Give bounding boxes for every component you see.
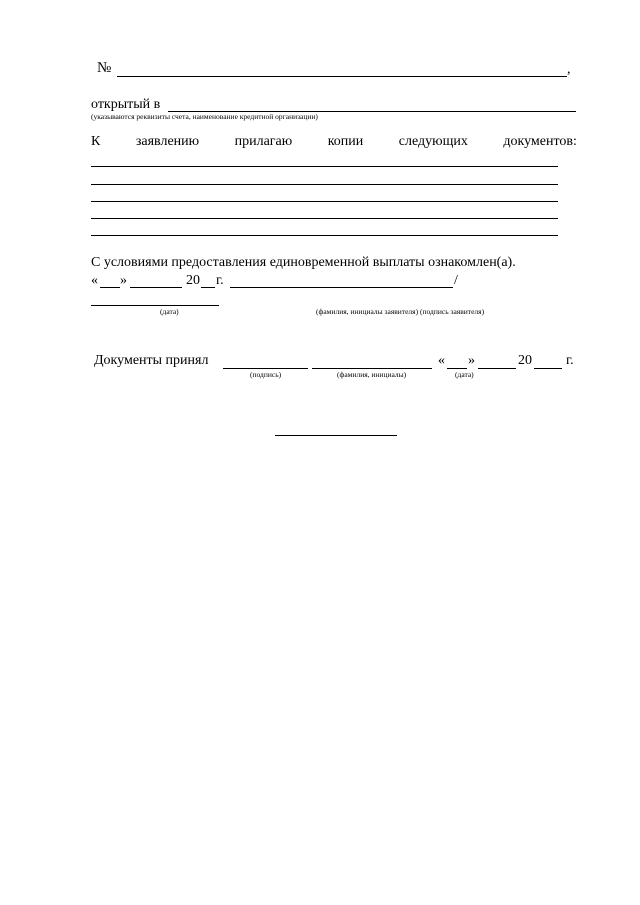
attachment-line-2 — [91, 184, 558, 185]
accepted-signature-caption: (подпись) — [250, 370, 282, 379]
attachments-word: документов: — [503, 134, 577, 149]
ack-date-caption: (дата) — [160, 307, 179, 316]
account-comma: , — [567, 62, 571, 77]
account-number-line — [117, 76, 567, 77]
footer-separator — [275, 435, 397, 436]
ack-year-prefix: 20 — [186, 273, 200, 288]
attachment-line-1 — [91, 166, 558, 167]
attachments-line — [91, 134, 577, 150]
ack-signature-line — [91, 305, 219, 306]
ack-signature-caption: (фамилия, инициалы заявителя) (подпись заявителя) — [316, 307, 485, 316]
ack-month-line — [130, 287, 182, 288]
accepted-year-prefix: 20 — [518, 353, 532, 368]
accepted-name-caption: (фамилия, инициалы) — [337, 370, 407, 379]
attachments-word: К — [91, 134, 101, 149]
attachments-word: копии — [327, 134, 364, 149]
accepted-day-line — [447, 368, 467, 369]
bank-caption: (указываются реквизиты счета, наименование кредитной организации) — [91, 112, 318, 121]
attachments-word: заявлению — [135, 134, 200, 149]
accepted-label: Документы принял — [94, 353, 209, 368]
accepted-name-line — [312, 368, 432, 369]
ack-open-quote: « — [91, 273, 98, 288]
ack-name-line — [230, 287, 453, 288]
accepted-date-caption: (дата) — [455, 370, 474, 379]
accepted-open-quote: « — [438, 353, 445, 368]
number-sign: № — [97, 60, 112, 76]
accepted-signature-line — [223, 368, 308, 369]
attachment-line-4 — [91, 218, 558, 219]
ack-close-quote: » — [120, 273, 127, 288]
ack-year-suffix: г. — [216, 273, 224, 288]
accepted-close-quote: » — [468, 353, 475, 368]
accepted-month-line — [478, 368, 516, 369]
attachment-line-5 — [91, 235, 558, 236]
ack-slash: / — [454, 273, 458, 288]
ack-day-line — [100, 287, 120, 288]
accepted-year-suffix: г. — [566, 353, 574, 368]
opened-in-label: открытый в — [91, 97, 161, 112]
accepted-year-line — [534, 368, 562, 369]
ack-year-line — [201, 287, 215, 288]
attachment-line-3 — [91, 201, 558, 202]
attachments-word: прилагаю — [234, 134, 293, 149]
acknowledgement-text: С условиями предоставления единовременной выплаты ознакомлен(а). — [91, 255, 516, 270]
attachments-word: следующих — [398, 134, 468, 149]
